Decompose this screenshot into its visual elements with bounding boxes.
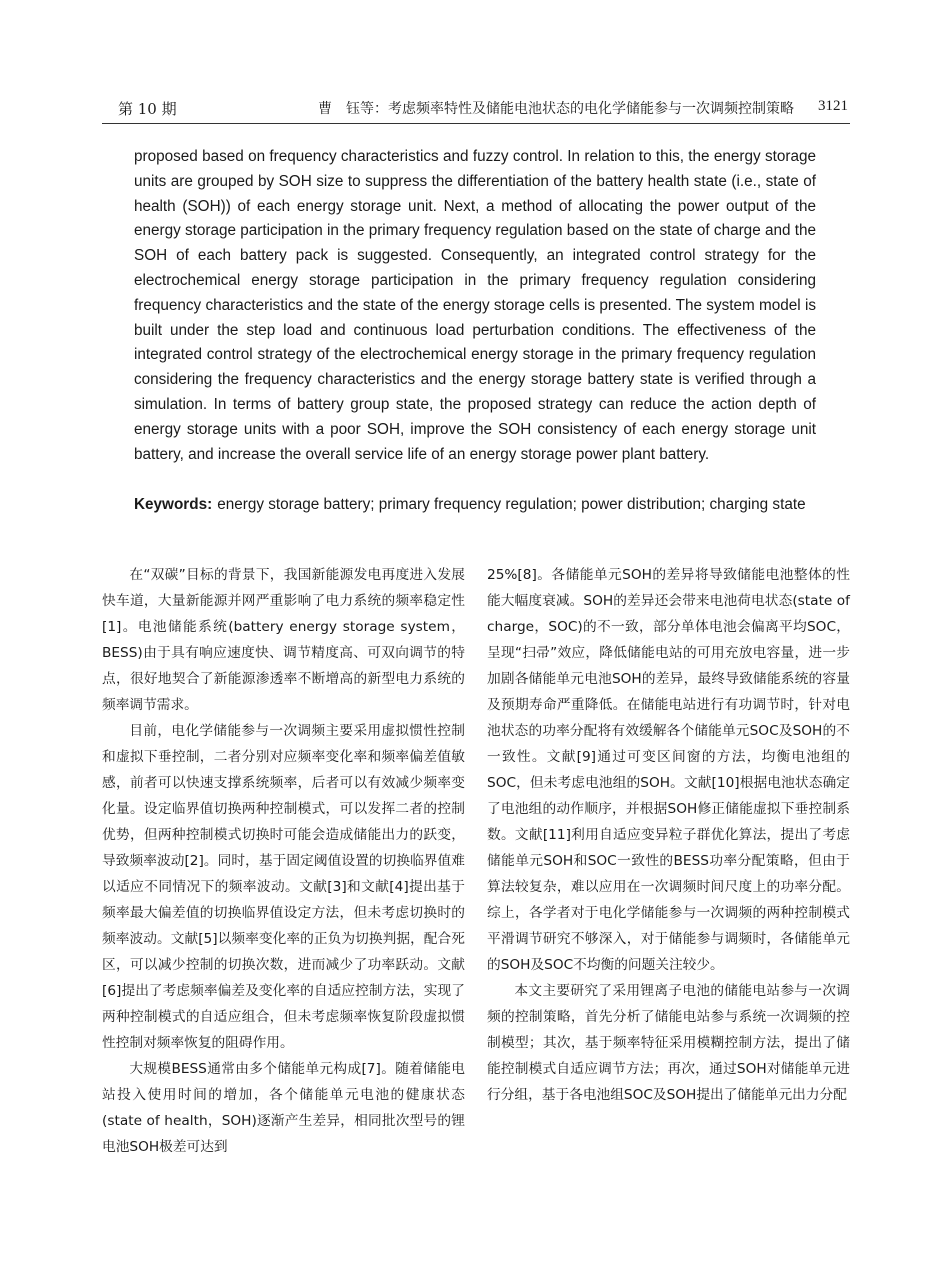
paragraph: 在“双碳”目标的背景下，我国新能源发电再度进入发展快车道，大量新能源并网严重影响了电力系统的频率稳定性[1]。电池储能系统(battery energy storage system，BESS)由于具有响应速度快、调节精度高、可双向调节的特点，很好地契合了新能源渗透率不断增高的新型电力系统的频率调节需求。 [102,567,465,713]
running-title: 曹 钰等：考虑频率特性及储能电池状态的电化学储能参与一次调频控制策略 [318,101,794,117]
paragraph: 本文主要研究了采用锂离子电池的储能电站参与一次调频的控制策略，首先分析了储能电站参与系统一次调频的控制模型；其次，基于频率特征采用模糊控制方法，提出了储能控制模式自适应调节方法；再次，通过SOH对储能单元进行分组，基于各电池组SOC及SOH提出了储能单元出力分配 [487,983,850,1103]
body-right-column [487,562,850,1108]
paragraph: 25%[8]。各储能单元SOH的差异将导致储能电池整体的性能大幅度衰减。SOH的差异还会带来电池荷电状态(state of charge，SOC)的不一致，部分单体电池会偏离平均SOC，呈现“扫帚”效应，降低储能电站的可用充放电容量，进一步加剧各储能单元电池SOH的差异，最终导致储能系统的容量及预期寿命严重降低。在储能电站进行有功调节时，针对电池状态的功率分配将有效缓解各个储能单元SOC及SOH的不一致性。文献[9]通过可变区间窗的方法，均衡电池组的SOC，但未考虑电池组的SOH。文献[10]根据电池状态确定了电池组的动作顺序，并根据SOH修正储能虚拟下垂控制系数。文献[11]利用自适应变异粒子群优化算法，提出了考虑储能单元SOH和SOC一致性的BESS功率分配策略，但由于算法较复杂，难以应用在一次调频时间尺度上的功率分配。综上，各学者对于电化学储能参与一次调频的两种控制模式平滑调节研究不够深入，对于储能参与调频时，各储能单元的SOH及SOC不均衡的问题关注较少。 [487,567,850,973]
keywords-label: Keywords: [134,496,213,513]
paragraph: 大规模BESS通常由多个储能单元构成[7]。随着储能电站投入使用时间的增加，各个储能单元电池的健康状态(state of health，SOH)逐渐产生差异，相同批次型号的锂电池SOH极差可达到 [102,1061,465,1155]
paragraph: 目前，电化学储能参与一次调频主要采用虚拟惯性控制和虚拟下垂控制，二者分别对应频率变化率和频率偏差值敏感，前者可以快速支撑系统频率，后者可以有效减少频率变化量。设定临界值切换两种控制模式，可以发挥二者的控制优势，但两种控制模式切换时可能会造成储能出力的跃变，导致频率波动[2]。同时，基于固定阈值设置的切换临界值难以适应不同情况下的频率波动。文献[3]和文献[4]提出基于频率最大偏差值的切换临界值设定方法，但未考虑切换时的频率波动。文献[5]以频率变化率的正负为切换判据，配合死区，可以减少控制的切换次数，进而减少了功率跃动。文献[6]提出了考虑频率偏差及变化率的自适应控制方法，实现了两种控制模式的自适应组合，但未考虑频率恢复阶段虚拟惯性控制对频率恢复的阻碍作用。 [102,723,465,1051]
english-abstract [134,145,816,467]
running-header [102,92,850,122]
keywords-text: energy storage battery; primary frequency regulation; power distribution; charging state [217,496,806,513]
keywords [134,493,816,518]
abstract-text: proposed based on frequency characteristics and fuzzy control. In relation to this, the energy storage units are grouped by SOH size to suppress the differentiation of the battery health state (i.e., state of health (SOH)) of each energy storage unit. Next, a method of allocating the power output of the energy storage participation in the primary frequency regulation based on the state of charge and the SOH of each battery pack is suggested. Consequently, an integrated control strategy for the electrochemical energy storage participation in the primary frequency regulation considering frequency characteristics and the state of the energy storage cells is presented. The system model is built under the step load and continuous load perturbation conditions. The effectiveness of the integrated control strategy of the electrochemical energy storage in the primary frequency regulation considering the frequency characteristics and the energy storage battery state is verified through a simulation. In terms of battery group state, the proposed strategy can reduce the action depth of energy storage units with a poor SOH, improve the SOH consistency of each energy storage unit battery, and increase the overall service life of an energy storage power plant battery. [134,148,816,463]
body-left-column [102,562,465,1160]
issue-number: 第 10 期 [118,100,177,118]
header-rule [102,123,850,124]
page-number: 3121 [818,98,848,114]
